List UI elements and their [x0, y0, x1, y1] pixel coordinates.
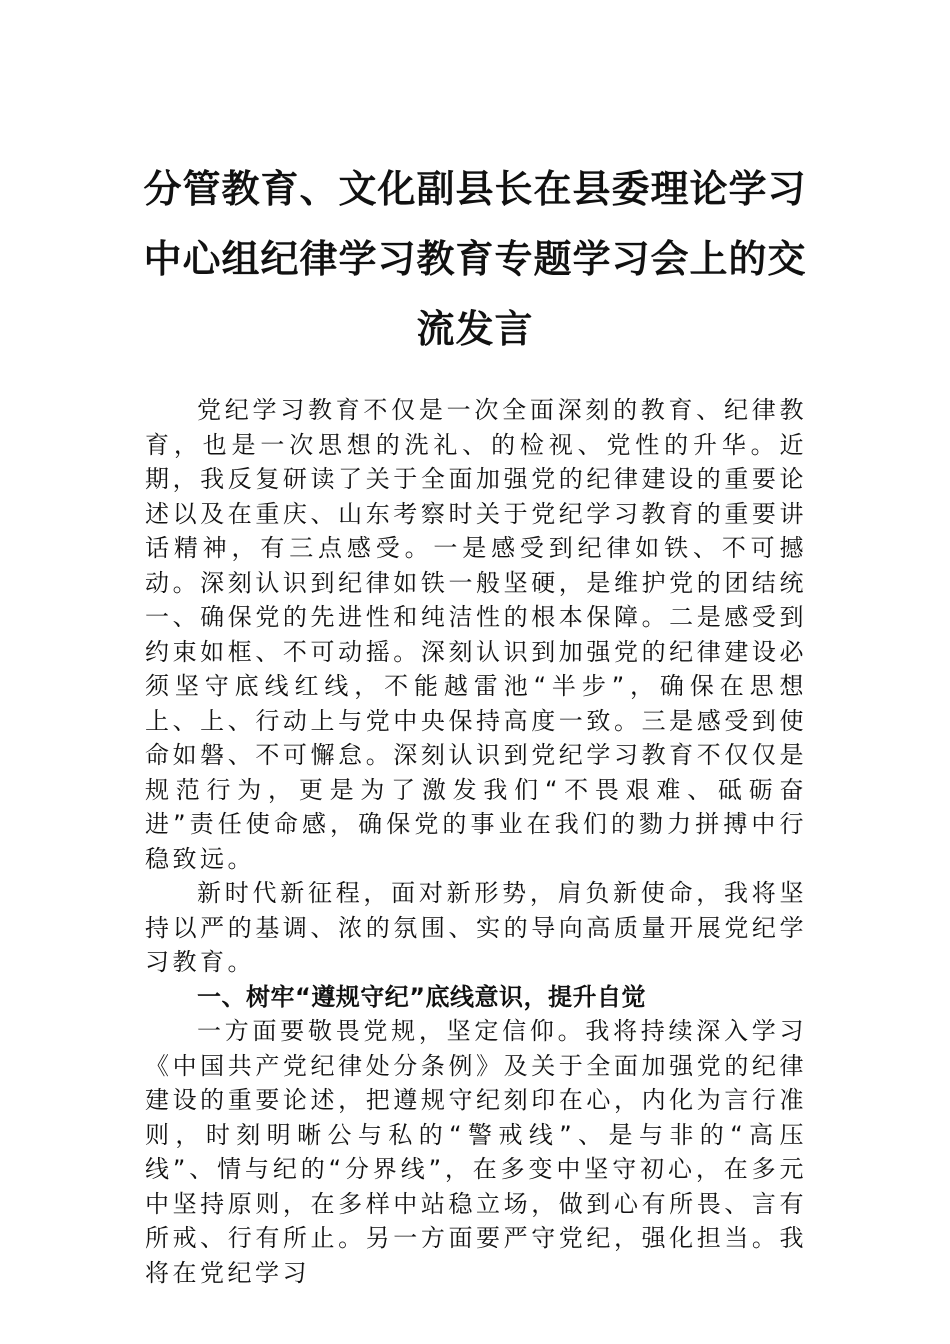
- section-heading: 一、树牢“遵规守纪”底线意识，提升自觉: [197, 982, 647, 1011]
- document-body: [145, 393, 807, 1290]
- paragraph: 一方面要敬畏党规，坚定信仰。我将持续深入学习《中国共产党纪律处分条例》及关于全面加强党的纪律建设的重要论述，把遵规守纪刻印在心，内化为言行准则，时刻明晰公与私的“警戒线”、是与非的“高压线”、情与纪的“分界线”，在多变中坚守初心，在多元中坚持原则，在多样中站稳立场，做到心有所畏、言有所戒、行有所止。另一方面要严守党纪，强化担当。我将在党纪学习: [145, 1017, 807, 1287]
- paragraph: 党纪学习教育不仅是一次全面深刻的教育、纪律教育，也是一次思想的洗礼、的检视、党性的升华。近期，我反复研读了关于全面加强党的纪律建设的重要论述以及在重庆、山东考察时关于党纪学习教育的重要讲话精神，有三点感受。一是感受到纪律如铁、不可撼动。深刻认识到纪律如铁一般坚硬，是维护党的团结统一、确保党的先进性和纯洁性的根本保障。二是感受到约束如框、不可动摇。深刻认识到加强党的纪律建设必须坚守底线红线，不能越雷池“半步”，确保在思想上、上、行动上与党中央保持高度一致。三是感受到使命如磐、不可懈怠。深刻认识到党纪学习教育不仅仅是规范行为，更是为了激发我们“不畏艰难、砥砺奋进”责任使命感，确保党的事业在我们的勠力拼搏中行稳致远。: [145, 396, 807, 873]
- paragraph: 新时代新征程，面对新形势，肩负新使命，我将坚持以严的基调、浓的氛围、实的导向高质量开展党纪学习教育。: [145, 879, 807, 976]
- document-title: 分管教育、文化副县长在县委理论学习中心组纪律学习教育专题学习会上的交流发言: [143, 166, 807, 351]
